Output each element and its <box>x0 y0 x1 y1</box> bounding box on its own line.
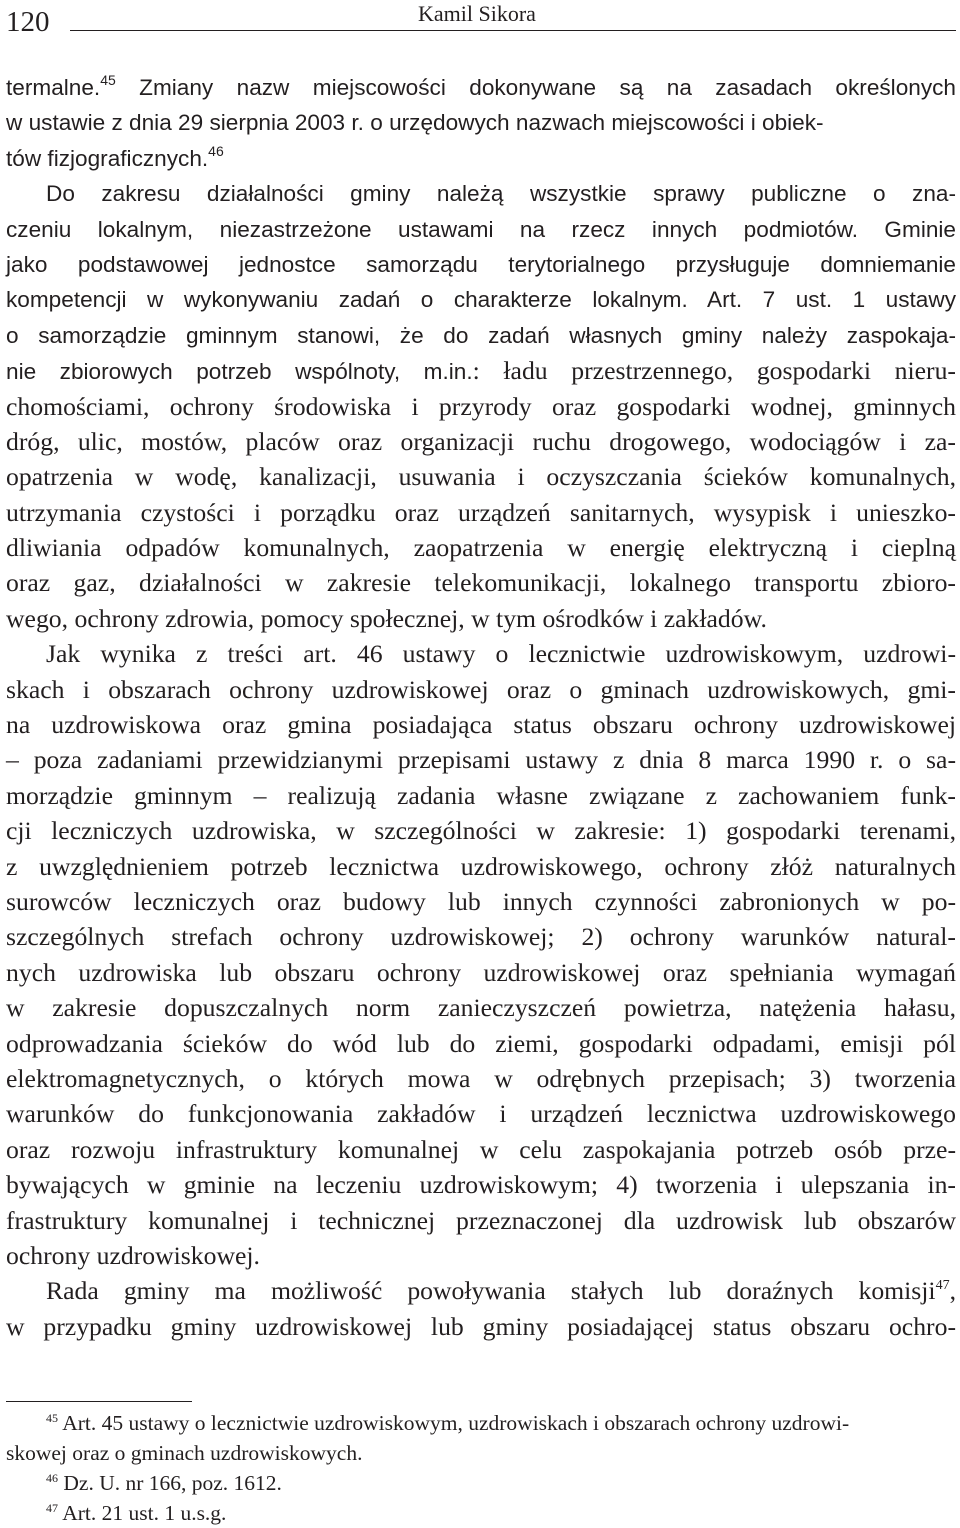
paragraph-start-line: Jak wynika z treści art. 46 ustawy o lecznictwie uzdrowiskowym, uzdrowi- <box>46 639 956 669</box>
text-line <box>6 353 956 388</box>
text-line: warunków do funkcjonowania zakładów i urządzeń lecznictwa uzdrowiskowego <box>6 1099 956 1129</box>
header-rule <box>70 30 956 31</box>
text-line: chomościami, ochrony środowiska i przyrody oraz gospodarki wodnej, gminnych <box>6 391 956 421</box>
text-segment: tów fizjograficznych. <box>6 145 209 171</box>
footnotes <box>6 1408 956 1528</box>
text-line: jako podstawowej jednostce samorządu terytorialnego przysługuje domniemanie <box>6 251 956 277</box>
text-segment: nie zbiorowych potrzeb wspólnoty, m.in. <box>6 359 473 385</box>
footnote-45-continued: skowej oraz o gminach uzdrowiskowych. <box>6 1441 363 1465</box>
text-line: szczególnych strefach ochrony uzdrowiskowej; 2) ochrony warunków natural- <box>6 922 956 952</box>
footnote-ref-45: 45 <box>100 72 116 88</box>
footnote-ref-46: 46 <box>208 142 224 159</box>
text-line <box>6 141 956 176</box>
footnote-47 <box>6 1498 956 1528</box>
footnote-ref-47: 47 <box>935 1278 950 1294</box>
running-header <box>6 0 956 40</box>
text-line: kompetencji w wykonywaniu zadań o charakterze lokalnym. Art. 7 ust. 1 ustawy <box>6 287 956 313</box>
text-line: morządzie gminnym – realizują zadania własne związane z zachowaniem funk- <box>6 780 956 810</box>
text-line: wego, ochrony zdrowia, pomocy społecznej, w tym ośrodków i zakładów. <box>6 603 767 633</box>
text-line: ochrony uzdrowiskowej. <box>6 1240 260 1270</box>
text-line: w przypadku gminy uzdrowiskowej lub gminy posiadającej status obszaru ochro- <box>6 1311 956 1341</box>
text-line: elektromagnetycznych, o których mowa w odrębnych przepisach; 3) tworzenia <box>6 1063 956 1093</box>
text-line: oraz rozwoju infrastruktury komunalnej w celu zaspokajania potrzeb osób prze- <box>6 1134 956 1164</box>
text-segment: Zmiany nazw miejscowości dokonywane są na zasadach określonych <box>115 75 956 100</box>
text-line: cji leczniczych uzdrowiska, w szczególności w zakresie: 1) gospodarki terenami, <box>6 816 956 846</box>
text-line: surowców leczniczych oraz budowy lub innych czynności zabronionych w po- <box>6 886 956 916</box>
text-line: o samorządzie gminnym stanowi, że do zadań własnych gminy należy zaspokaja- <box>6 322 956 348</box>
footnote-number: 45 <box>46 1411 58 1425</box>
text-segment: termalne. <box>6 75 101 100</box>
text-line: – poza zadaniami przewidzianymi przepisami ustawy z dnia 8 marca 1990 r. o sa- <box>6 745 956 775</box>
footnote-45 <box>6 1408 956 1438</box>
text-line: utrzymania czystości i porządku oraz urządzeń sanitarnych, wysypisk i unieszko- <box>6 497 956 527</box>
footnote-46 <box>6 1468 956 1498</box>
text-line: frastruktury komunalnej i technicznej przeznaczonej dla uzdrowisk lub obszarów <box>6 1205 956 1235</box>
footnote-rule <box>6 1401 192 1402</box>
text-line: dróg, ulic, mostów, placów oraz organizacji ruchu drogowego, wodociągów i za- <box>6 426 956 456</box>
text-segment: : ładu przestrzennego, gospodarki nieru- <box>472 356 956 386</box>
footnote-number: 46 <box>46 1471 58 1485</box>
text-line: opatrzenia w wodę, kanalizacji, usuwania i oczyszczania ścieków komunalnych, <box>6 462 956 492</box>
text-line <box>6 70 956 105</box>
footnote-number: 47 <box>46 1501 58 1515</box>
footnote-text: Art. 45 ustawy o lecznictwie uzdrowiskowym, uzdrowiskach i obszarach ochrony uzdrowi- <box>58 1411 850 1435</box>
text-line: dliwiania odpadów komunalnych, zaopatrzenia w energię elektryczną i cieplną <box>6 533 956 563</box>
text-line: czeniu lokalnym, niezastrzeżone ustawami na rzecz innych podmiotów. Gminie <box>6 216 956 242</box>
paragraph-start-line: Do zakresu działalności gminy należą wszystkie sprawy publiczne o zna- <box>46 181 956 207</box>
text-line: oraz gaz, działalności w zakresie telekomunikacji, lokalnego transportu zbioro- <box>6 568 956 598</box>
paragraph-start-line <box>6 1273 956 1308</box>
text-line: nych uzdrowiska lub obszaru ochrony uzdrowiskowej oraz spełniania wymagań <box>6 957 956 987</box>
footnote-text: Dz. U. nr 166, poz. 1612. <box>58 1471 282 1495</box>
text-line: bywających w gminie na leczeniu uzdrowiskowym; 4) tworzenia i ulepszania in- <box>6 1170 956 1200</box>
page-number: 120 <box>6 6 50 38</box>
text-line: na uzdrowiskowa oraz gmina posiadająca status obszaru ochrony uzdrowiskowej <box>6 710 956 740</box>
text-segment: , <box>949 1276 956 1306</box>
text-line: odprowadzania ścieków do wód lub do ziemi, gospodarki odpadami, emisji pól <box>6 1028 956 1058</box>
body-text <box>6 70 956 1344</box>
text-segment: Rada gminy ma możliwość powoływania stałych lub doraźnych komisji <box>46 1276 936 1306</box>
text-line: w zakresie dopuszczalnych norm zanieczyszczeń powietrza, natężenia hałasu, <box>6 993 956 1023</box>
text-line: z uwzględnieniem potrzeb lecznictwa uzdrowiskowego, ochrony złóż naturalnych <box>6 851 956 881</box>
running-head-author: Kamil Sikora <box>418 1 536 26</box>
footnote-text: Art. 21 ust. 1 u.s.g. <box>58 1501 227 1525</box>
text-line: skach i obszarach ochrony uzdrowiskowej oraz o gminach uzdrowiskowych, gmi- <box>6 674 956 704</box>
text-line: w ustawie z dnia 29 sierpnia 2003 r. o urzędowych nazwach miejscowości i obiek- <box>6 110 824 136</box>
